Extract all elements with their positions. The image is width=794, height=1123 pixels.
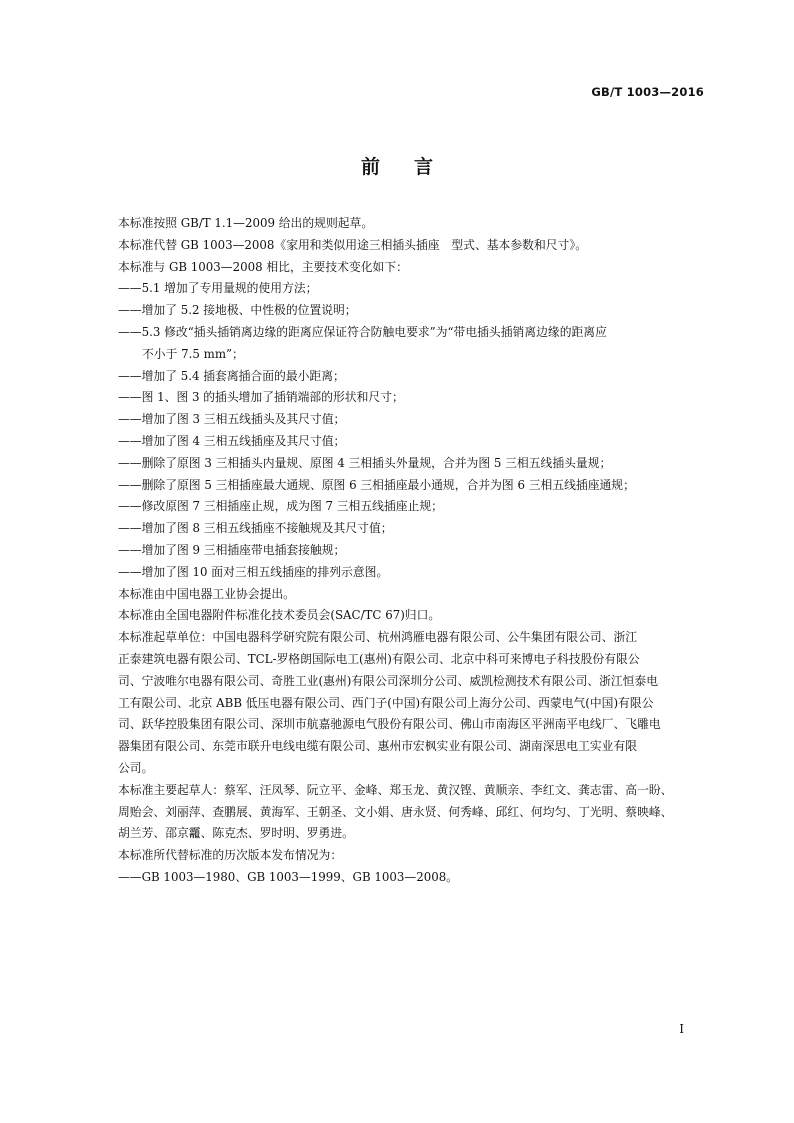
drafting-units-line: 器集团有限公司、东莞市联升电线电缆有限公司、惠州市宏枫实业有限公司、湖南深思电工实业有限 [118, 739, 638, 754]
drafters-line: 周贻会、刘丽萍、查鹏展、黄海军、王朝圣、文小娟、唐永贤、何秀峰、邱红、何均匀、丁光明、蔡映峰、 [118, 804, 673, 819]
change-item: ——修改原图 7 三相插座止规，成为图 7 三相五线插座止规； [118, 499, 443, 514]
change-item: ——增加了图 3 三相五线插头及其尺寸值； [118, 412, 346, 427]
change-item: ——删除了原图 5 三相插座最大通规、原图 6 三相插座最小通规，合并为图 6 三相五线插座通规； [118, 477, 635, 492]
change-item-continuation: 不小于 7.5 mm”； [142, 346, 244, 361]
drafting-units-line: 司、宁波唯尔电器有限公司、奇胜工业(惠州)有限公司深圳分公司、威凯检测技术有限公司、浙江恒泰电 [118, 673, 659, 688]
change-item: ——增加了图 4 三相五线插座及其尺寸值； [118, 433, 346, 448]
drafting-units-line: 正泰建筑电器有限公司、TCL-罗格朗国际电工(惠州)有限公司、北京中科可来博电子科技股份有限公 [118, 651, 640, 666]
title-char-2: 言 [414, 156, 434, 178]
foreword-content [118, 213, 705, 889]
drafting-units-line: 本标准起草单位：中国电器科学研究院有限公司、杭州鸿雁电器有限公司、公牛集团有限公司、浙江 [118, 630, 638, 645]
title-char-1: 前 [360, 156, 380, 178]
jurisdiction-line: 本标准由全国电器附件标准化技术委员会(SAC/TC 67)归口。 [118, 608, 441, 623]
change-item: ——删除了原图 3 三相插头内量规、原图 4 三相插头外量规，合并为图 5 三相五线插头量规； [118, 455, 612, 470]
change-item: ——增加了图 8 三相五线插座不接触规及其尺寸值； [118, 521, 393, 536]
drafting-units-line: 司、跃华控股集团有限公司、深圳市航嘉驰源电气股份有限公司、佛山市南海区平洲南平电线厂、飞雕电 [118, 717, 661, 732]
change-item: ——增加了 5.2 接地极、中性极的位置说明； [118, 303, 357, 318]
intro-line: 本标准按照 GB/T 1.1—2009 给出的规则起草。 [118, 216, 374, 230]
page-title [0, 152, 794, 179]
doc-code: GB/T 1003—2016 [591, 85, 704, 99]
proposal-line: 本标准由中国电器工业协会提出。 [118, 586, 295, 601]
change-item: ——增加了 5.4 插套离插合面的最小距离； [118, 368, 345, 383]
intro-line: 本标准与 GB 1003—2008 相比，主要技术变化如下： [118, 259, 408, 274]
history-item: ——GB 1003—1980、GB 1003—1999、GB 1003—2008。 [118, 869, 459, 884]
change-item: ——5.3 修改“插头插销离边缘的距离应保证符合防触电要求”为“带电插头插销离边缘的距离应 [118, 324, 607, 339]
history-intro: 本标准所代替标准的历次版本发布情况为： [118, 848, 343, 863]
drafting-units-line: 工有限公司、北京 ABB 低压电器有限公司、西门子(中国)有限公司上海分公司、西蒙电气(中国)有限公 [118, 695, 654, 710]
change-item: ——图 1、图 3 的插头增加了插销端部的形状和尺寸； [118, 390, 404, 405]
drafters-line: 胡兰芳、邵京龗、陈克杰、罗时明、罗勇进。 [118, 826, 354, 841]
change-item: ——5.1 增加了专用量规的使用方法； [118, 281, 318, 296]
drafters-line: 本标准主要起草人：蔡军、汪凤琴、阮立平、金峰、郑玉龙、黄汉铿、黄顺亲、李红文、龚志雷、高一盼、 [118, 782, 673, 797]
change-item: ——增加了图 10 面对三相五线插座的排列示意图。 [118, 564, 389, 579]
change-item: ——增加了图 9 三相插座带电插套接触规； [118, 542, 346, 557]
drafting-units-line: 公司。 [118, 760, 154, 775]
page-number: I [679, 1022, 684, 1036]
intro-line: 本标准代替 GB 1003—2008《家用和类似用途三相插头插座 型式、基本参数和尺寸》。 [118, 237, 588, 252]
